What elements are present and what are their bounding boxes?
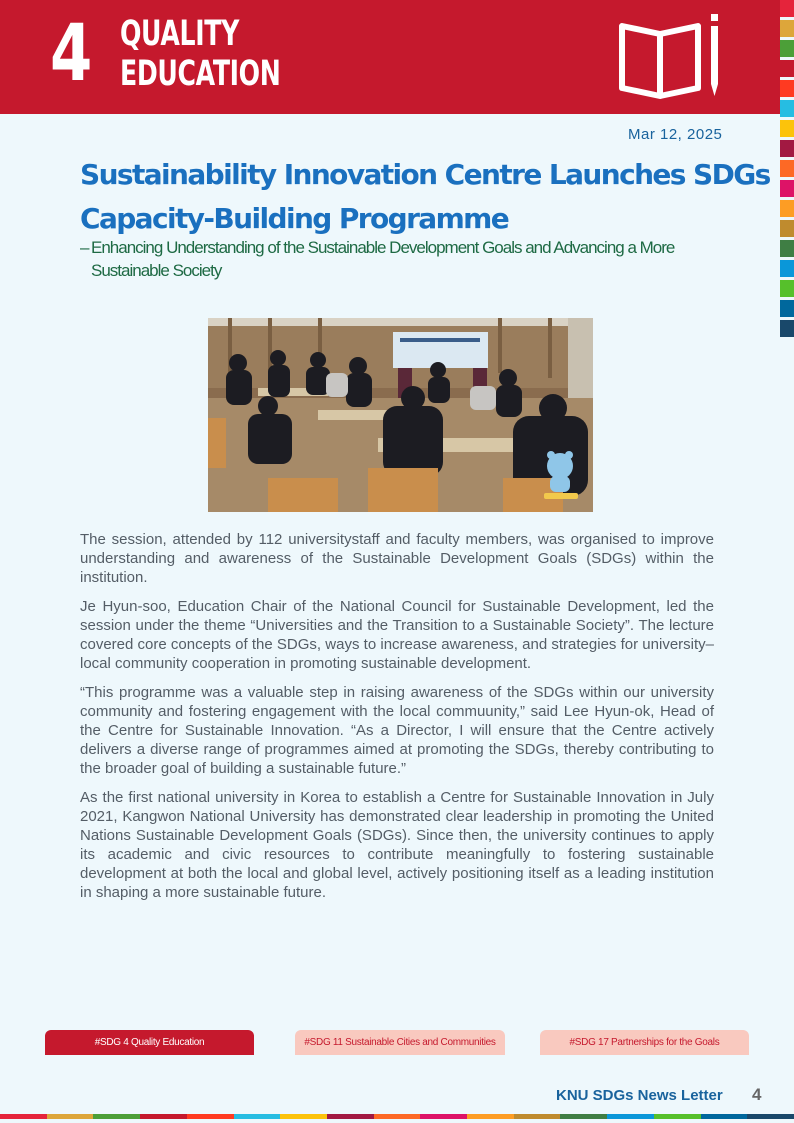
- sdg-color-swatch: [780, 120, 794, 137]
- goal-name: [120, 14, 280, 94]
- page-number: 4: [752, 1085, 762, 1104]
- sdg-color-swatch: [780, 220, 794, 237]
- body-paragraph-3: “This programme was a valuable step in raising awareness of the SDGs within our university community and fostering engagement with the local commuunity,” said Lee Hyun-ok, Head of the Centre for Sustainable Innovation. “As a Director, I will ensure that the Centre actively delivers a diverse range of programmes aimed at promoting the SDGs, thereby contributing to the broader goal of building a sustainable future.”: [80, 684, 714, 777]
- body-paragraph-2: Je Hyun-soo, Education Chair of the National Council for Sustainable Development, led the session under the theme “Universities and the Transition to a Sustainable Society”. The lecture covered core concepts of the SDGs, ways to increase awareness, and strategies for university–local community cooperation in promoting sustainable development.: [80, 598, 714, 672]
- sdg-bar-segment: [140, 1114, 187, 1119]
- sdg-color-swatch: [780, 180, 794, 197]
- sdg-bar-segment: [327, 1114, 374, 1119]
- sdg-color-swatch: [780, 20, 794, 37]
- sdg-bar-segment: [607, 1114, 654, 1119]
- subtitle-text: Enhancing Understanding of the Sustainable Development Goals and Advancing a More Sustainable Society: [91, 238, 675, 280]
- body-paragraph-4: As the first national university in Korea to establish a Centre for Sustainable Innovation in July 2021, Kangwon National University has demonstrated clear leadership in promoting the United Nations Sustainable Development Goals (SDGs). Since then, the university continues to apply its academic and civic resources to contribute meaningfully to fostering sustainable development at both the local and global level, actively positioning itself as a leading institution in shaping a more sustainable future.: [80, 789, 714, 901]
- body-paragraph-1: The session, attended by 112 universitystaff and faculty members, was organised to improve understanding and awareness of the Sustainable Development Goals (SDGs) within the institution.: [80, 531, 714, 586]
- sdg-color-strip: [780, 0, 794, 340]
- sdg-color-bar: [0, 1114, 794, 1119]
- sdg-bar-segment: [47, 1114, 94, 1119]
- sdg-bar-segment: [187, 1114, 234, 1119]
- tag-sdg11[interactable]: #SDG 11 Sustainable Cities and Communities: [295, 1030, 505, 1055]
- lecture-hall-photo: [208, 318, 593, 512]
- sdg-color-swatch: [780, 0, 794, 17]
- sdg-bar-segment: [374, 1114, 421, 1119]
- sdg-bar-segment: [420, 1114, 467, 1119]
- sdg-color-swatch: [780, 320, 794, 337]
- newsletter-title: KNU SDGs News Letter: [556, 1087, 723, 1104]
- tag-sdg4[interactable]: #SDG 4 Quality Education: [45, 1030, 254, 1055]
- sdg-color-swatch: [780, 40, 794, 57]
- sdg-bar-segment: [654, 1114, 701, 1119]
- goal-name-line2: EDUCATION: [120, 54, 281, 94]
- sdg-color-swatch: [780, 160, 794, 177]
- sdg-color-swatch: [780, 60, 794, 77]
- sdg-bar-segment: [234, 1114, 281, 1119]
- article-subtitle: [80, 236, 740, 282]
- sdg-color-swatch: [780, 100, 794, 117]
- article-body: [80, 530, 714, 912]
- sdg-color-swatch: [780, 140, 794, 157]
- sdg-bar-segment: [93, 1114, 140, 1119]
- goal-name-line1: QUALITY: [120, 14, 239, 54]
- sdg-bar-segment: [747, 1114, 794, 1119]
- sdg-color-swatch: [780, 280, 794, 297]
- sdg-color-swatch: [780, 80, 794, 97]
- sdg-color-swatch: [780, 200, 794, 217]
- article-date: Mar 12, 2025: [628, 126, 723, 143]
- book-pencil-icon: [612, 12, 730, 100]
- sdg-bar-segment: [701, 1114, 748, 1119]
- sdg-color-swatch: [780, 300, 794, 317]
- sdg-bar-segment: [280, 1114, 327, 1119]
- tag-sdg17[interactable]: #SDG 17 Partnerships for the Goals: [540, 1030, 749, 1055]
- sdg-bar-segment: [0, 1114, 47, 1119]
- article-title: Sustainability Innovation Centre Launches SDGs Capacity-Building Programme: [80, 158, 770, 235]
- sdg-bar-segment: [560, 1114, 607, 1119]
- goal-header: [0, 0, 780, 114]
- subtitle-dash: –: [80, 238, 89, 257]
- sdg-color-swatch: [780, 260, 794, 277]
- sdg-color-swatch: [780, 240, 794, 257]
- goal-number: 4: [50, 9, 93, 99]
- sdg-bar-segment: [467, 1114, 514, 1119]
- sdg-bar-segment: [514, 1114, 561, 1119]
